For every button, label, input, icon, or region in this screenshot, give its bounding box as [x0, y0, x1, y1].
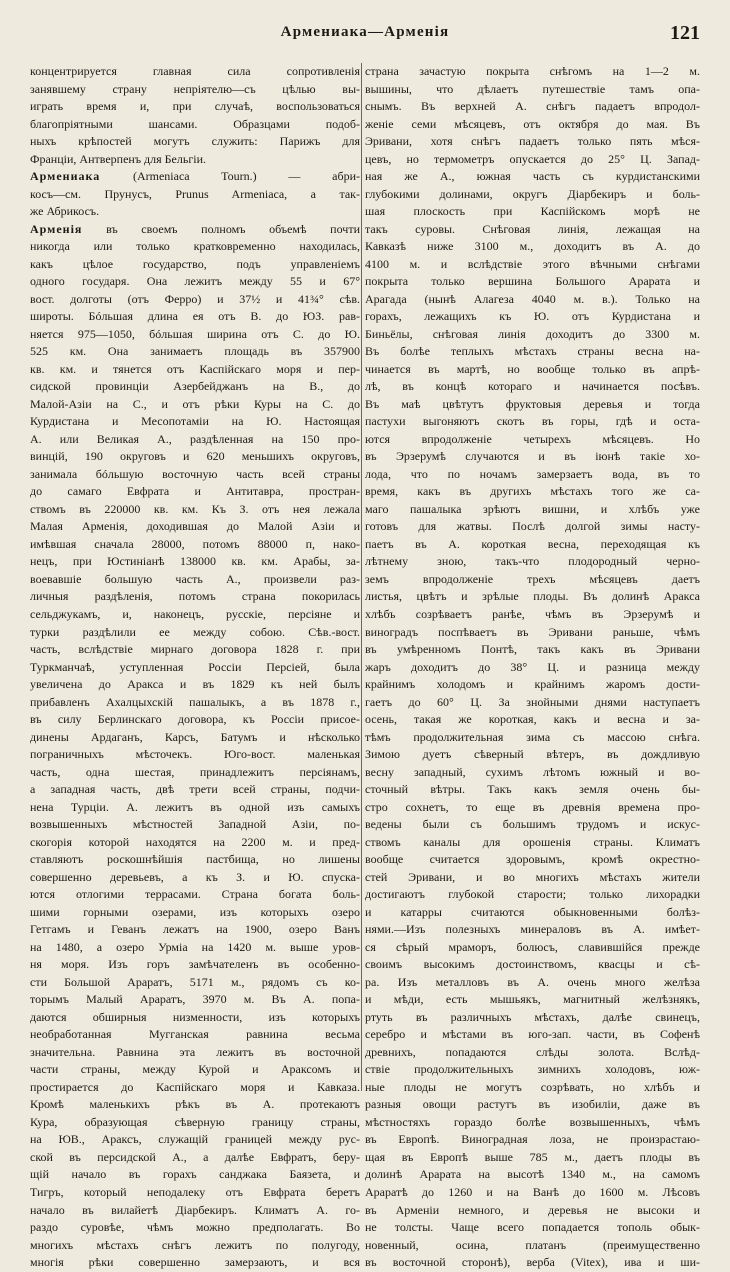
text-line: благопріятными шансами. Образцами подоб-: [30, 116, 360, 131]
text-line: сточный вѣтры. Такъ какъ земля очень бы-: [365, 782, 700, 797]
text-line: долинѣ Арарата на высотѣ 1340 м., на самомъ: [365, 1167, 700, 1182]
text-line: простирается до Каспійскаго моря и Кавказа.: [30, 1079, 360, 1094]
text-line: тѣмъ продолжительная зима съ массою снѣга.: [365, 729, 700, 744]
page-number: 121: [670, 22, 700, 44]
text-line: ставляютъ роскошнѣйшія пастбища, но лишены: [30, 852, 360, 867]
text-line: лода, что по ночамъ замерзаетъ вода, въ то: [365, 466, 700, 481]
text-line: Малая Арменія, доходившая до Малой Азіи и: [30, 519, 360, 534]
text-line: лѣ, въ концѣ котораго и начинается посѣвъ.: [365, 379, 700, 394]
text-line: ные плоды не могутъ созрѣвать, но хлѣбъ и: [365, 1079, 700, 1094]
text-line: шая плоскость при Каспійскомъ морѣ не: [365, 204, 700, 219]
text-line: концентрируется главная сила сопротивленія: [30, 64, 360, 78]
text-line: сидской провинціи Азербейджанъ на В., до: [30, 379, 360, 394]
text-line: ведены были съ большимъ трудомъ и искус-: [365, 817, 700, 832]
text-line: одного государя. Она лежитъ между 55 и 67°: [30, 274, 360, 289]
text-line: гаетъ до 60° Ц. За знойными днями наступаетъ: [365, 694, 700, 709]
text-line: нями.—Изъ полезныхъ минераловъ въ А. имѣет-: [365, 922, 700, 937]
text-line: хлѣбъ созрѣваетъ ранѣе, чѣмъ въ Эрзерумѣ и: [365, 606, 700, 621]
right-column: [365, 63, 700, 1270]
text-line: и мѣди, есть мышьякъ, магнитный желѣзнякъ,: [365, 992, 700, 1007]
text-line: часть, одна шестая, принадлежитъ персіянамъ,: [30, 764, 360, 779]
text-line: лѣтнему зною, такъ-что плодородный черно-: [365, 554, 700, 569]
entry-headword: Армениака: [30, 169, 133, 184]
text-line: пограничныхъ мѣсточекъ. Юго-вост. маленькая: [30, 747, 360, 762]
text-line: чинается въ мартѣ, но вообще только въ апрѣ-: [365, 361, 700, 376]
text-line: ня моря. Изъ горъ замѣчателенъ въ особенно-: [30, 957, 360, 972]
text-line: ются отлогими террасами. Страна богата боль-: [30, 887, 360, 902]
text-line: няется 975—1050, бóльшая ширина отъ С. до Ю.: [30, 326, 360, 341]
text-line: глубокими долинами, округъ Діарбекиръ и боль-: [365, 186, 700, 201]
text-line: Кромѣ маленькихъ рѣкъ въ А. протекаютъ: [30, 1097, 360, 1112]
text-line: А. или Великая А., раздѣленная на 150 про-: [30, 431, 360, 446]
text-line: необработанная Мугганская равнина весьма: [30, 1027, 360, 1042]
text-line: ная же А., южная часть съ курдистанскими: [365, 169, 700, 184]
text-line: турки раздѣлили ее между собою. Сѣв.-вост.: [30, 624, 360, 639]
text-line: Арагада (нынѣ Алагеза 4040 м. в.). Только на: [365, 291, 700, 306]
text-line: никогда или только кратковременно находилась,: [30, 239, 360, 254]
column-divider: [361, 63, 362, 1091]
text-line: прибавленъ Ахалцыхскій пашалыкъ, а въ 1878 г.,: [30, 694, 360, 709]
text-line: нецъ, при Юстиніанѣ 138000 кв. км. Арабы, за-: [30, 554, 360, 569]
text-line: ской въ персидской А., а далѣе Евфратъ, беру-: [30, 1149, 360, 1164]
text-line: въ восточной сторонѣ), верба (Vitex), ива и ши-: [365, 1255, 700, 1270]
text-line: динены Ардаганъ, Карсъ, Батумъ и нѣсколько: [30, 729, 360, 744]
text-line: Тигръ, который неподалеку отъ Евфрата беретъ: [30, 1185, 360, 1199]
text-line: даются обширныя низменности, изъ которыхъ: [30, 1009, 360, 1024]
text-line: Курдистана и Месопотаміи на Ю. Настоящая: [30, 414, 360, 429]
text-line: воевавшіе большую часть А., произвели раз-: [30, 571, 360, 586]
text-line: Въ болѣе теплыхъ мѣстахъ страны весна на-: [365, 344, 700, 359]
text-line: весну западный, сухимъ лѣтомъ южный и во-: [365, 764, 700, 779]
text-line: земъ впродолженіе трехъ мѣсяцевъ даетъ: [365, 571, 700, 586]
text-line: 4100 м. и вслѣдствіе этого вѣчными снѣгами: [365, 256, 700, 271]
text-line: и катарры считаются обыкновенными болѣз-: [365, 904, 700, 919]
text-line: цевъ, но термометръ опускается до 25° Ц. Запад-: [365, 151, 700, 166]
text-line: личныя раздѣленія, потомъ страна покорилась: [30, 589, 360, 604]
text-line: въ Арменіи немного, и деревья не высоки и: [365, 1202, 700, 1217]
text-line: ся сѣрый мраморъ, болюсъ, славившійся прежде: [365, 939, 700, 954]
text-line: новенный, осина, платанъ (преимущественно: [365, 1237, 700, 1252]
text-line: щій начало въ горахъ санджака Баязета, и: [30, 1167, 360, 1182]
text-line: жаръ доходитъ до 38° Ц. и разница между: [365, 659, 700, 674]
text-line: достигаютъ глубокой старости; только лихорадки: [365, 887, 700, 902]
text-line: стро сохнетъ, то еще въ древнія времена про-: [365, 799, 700, 814]
text-line: винцій, 190 округовъ и 620 меньшихъ округовъ,: [30, 449, 360, 464]
text-line: покрыта только вершина Большого Арарата и: [365, 274, 700, 289]
text-line: не толсты. Чаще всего попадается тополь обык-: [365, 1220, 700, 1235]
text-line: 525 км. Она занимаетъ площадь въ 357900: [30, 344, 360, 359]
text-line: страна зачастую покрыта снѣгомъ на 1—2 м.: [365, 64, 700, 78]
text-line: Арменія въ своемъ полномъ объемѣ почти: [30, 221, 360, 236]
text-line: раздо суровѣе, чѣмъ можно предполагать. Во: [30, 1220, 360, 1235]
text-line: Кавказѣ ниже 3100 м., доходитъ въ А. до: [365, 239, 700, 254]
text-line: до самаго Евфрата и Антитавра, простран-: [30, 484, 360, 499]
text-line: увеличена до Аракса и въ 1829 къ ней былъ: [30, 677, 360, 692]
text-line: же Абрикосъ.: [30, 204, 100, 219]
text-line: нена Турціи. А. лежитъ въ одной изъ самыхъ: [30, 799, 360, 814]
left-column: [30, 63, 361, 1270]
text-line: имѣвшая сначала 28000, потомъ 88000 п, нако-: [30, 536, 360, 551]
text-line: Зимою дуетъ сѣверный вѣтеръ, въ дождливую: [365, 747, 700, 762]
text-line: играть время и, при случаѣ, воспользоваться: [30, 99, 360, 114]
page-header: [0, 22, 730, 48]
text-line: въ Эрзерумѣ случаются и въ іюнѣ такіе хо-: [365, 449, 700, 464]
text-line: Кура, образующая сѣверную границу страны,: [30, 1114, 360, 1129]
text-line: серебро и мѣстами въ юго-зап. части, въ Софенѣ: [365, 1027, 700, 1042]
text-line: занимала бóльшую восточную часть всей страны: [30, 466, 360, 481]
text-line: время, какъ въ другихъ мѣстахъ того же са-: [365, 484, 700, 499]
text-line: совершенно деревьевъ, а къ З. и Ю. спуска-: [30, 869, 360, 884]
text-line: Армениака (Armeniaca Tourn.) — абри-: [30, 169, 361, 184]
text-line: косъ—см. Прунусъ, Prunus Armeniaca, а так-: [30, 186, 360, 201]
text-line: скогорія которой находятся на 2200 м. и пред-: [30, 834, 360, 849]
text-line: готовъ для жатвы. Послѣ долгой зимы насту-: [365, 519, 700, 534]
text-line: крайнимъ холодомъ и крайнимъ жаромъ дости-: [365, 677, 700, 692]
text-line: занявшему страну непріятелю—съ цѣлью вы-: [30, 81, 360, 96]
text-line: Эривани, хотя снѣгъ падаетъ только пять мѣся-: [365, 134, 700, 149]
text-line: въ умѣренномъ Понтѣ, такъ какъ въ Эривани: [365, 642, 700, 657]
text-line: листья, цвѣтъ и зрѣлые плоды. Въ долинѣ Аракса: [365, 589, 700, 604]
text-line: многія рѣки совершенно замерзаютъ, и вся: [30, 1255, 360, 1270]
text-line: сельджукамъ, и, наконецъ, русскіе, персіяне и: [30, 606, 360, 621]
text-line: женіе семи мѣсяцевъ, отъ октября до мая. Въ: [365, 116, 700, 131]
text-line: горахъ, лежащихъ къ Ю. отъ Курдистана и: [365, 309, 700, 324]
text-line: маго пашалыка зрѣютъ вишни, и хлѣбъ уже: [365, 501, 700, 516]
text-line: ра. Изъ металловъ въ А. очень много желѣза: [365, 974, 700, 989]
text-line: широты. Бóльшая длина ея отъ В. до ЮЗ. рав-: [30, 309, 360, 324]
text-line: древнихъ, попадаются слѣды золота. Вслѣд-: [365, 1044, 700, 1059]
text-line: своимъ высокимъ достоинствомъ, квасцы и сѣ-: [365, 957, 700, 972]
text-line: пастухи выгоняютъ скотъ въ горы, гдѣ и оста-: [365, 414, 700, 429]
text-line: вообще считается здоровымъ, кромѣ окрестно-: [365, 852, 700, 867]
text-line: ствіе продолжительныхъ зимнихъ холодовъ, юж-: [365, 1062, 700, 1077]
text-line: виноградъ поспѣваетъ въ Эривани раньше, чѣмъ: [365, 624, 700, 639]
text-line: вост. долготы (отъ Ферро) и 37½ и 41¾° сѣв.: [30, 291, 360, 306]
text-line: осень, такая же короткая, какъ и весна и за-: [365, 712, 700, 727]
text-line: сти Большой Араратъ, 5171 м., рядомъ съ ко-: [30, 974, 360, 989]
text-line: ются впродолженіе четырехъ мѣсяцевъ. Но: [365, 431, 700, 446]
text-line: начало въ вилайетѣ Діарбекиръ. Климатъ А. го-: [30, 1202, 360, 1217]
text-line: ствомъ каналы для орошенія страны. Климатъ: [365, 834, 700, 849]
text-line: Въ маѣ цвѣтутъ фруктовыя деревья и тогда: [365, 396, 700, 411]
text-line: ствомъ въ 220000 кв. км. Къ З. отъ нея лежала: [30, 501, 360, 516]
text-line: Малой-Азіи на С., и отъ рѣки Куры на С. до: [30, 396, 360, 411]
text-line: Гетгамъ и Геванъ лежатъ на 1900, озеро Ванъ: [30, 922, 360, 937]
text-line: въ силу Берлинскаго договора, къ Россіи присое-: [30, 712, 360, 727]
text-line: Франціи, Антверпенъ для Бельгіи.: [30, 151, 207, 166]
text-line: ртуть въ различныхъ мѣстахъ, далѣе свинецъ,: [365, 1009, 700, 1024]
text-line: Араратѣ до 1260 и на Ванѣ до 1600 м. Лѣсовъ: [365, 1185, 700, 1199]
text-line: вышины, что дѣлаетъ путешествіе тамъ опа-: [365, 81, 700, 96]
text-line: ныхъ крѣпостей могутъ служить: Парижъ для: [30, 134, 360, 149]
text-line: возвышенныхъ мѣстностей Западной Азіи, по-: [30, 817, 360, 832]
text-line: части страны, между Курой и Араксомъ и: [30, 1062, 360, 1077]
text-line: паетъ въ А. короткая весна, переходящая къ: [365, 536, 700, 551]
text-line: а западная часть, двѣ трети всей страны, подчи-: [30, 782, 360, 797]
text-line: такъ суровы. Снѣговая линія, лежащая на: [365, 221, 700, 236]
text-line: стей Эривани, и во многихъ мѣстахъ жители: [365, 869, 700, 884]
text-line: Биньёлы, снѣговая линія доходитъ до 3300 м.: [365, 326, 700, 341]
text-line: разныя овощи растутъ въ изобиліи, даже въ: [365, 1097, 700, 1112]
text-line: мѣстностяхъ гораздо болѣе возвышенныхъ, чѣмъ: [365, 1114, 700, 1129]
text-line: часть, вслѣдствіе мирнаго договора 1828 г. при: [30, 642, 360, 657]
text-line: какъ цѣлое государство, подъ управленіемъ: [30, 256, 360, 271]
text-line: торымъ Малый Араратъ, 3970 м. Въ А. попа-: [30, 992, 360, 1007]
text-line: Туркманчаѣ, уступленная Россіи Персіей, была: [30, 659, 360, 674]
text-line: шими горными озерами, изъ которыхъ озеро: [30, 904, 360, 919]
running-head: Армениака—Арменія: [280, 24, 450, 40]
text-line: кв. км. и тянется отъ Каспійскаго моря и пер-: [30, 361, 360, 376]
text-line: значительна. Равнина эта лежитъ въ восточной: [30, 1044, 360, 1059]
text-line: многихъ мѣстахъ снѣгъ лежитъ по полугоду,: [30, 1237, 360, 1252]
text-line: снымъ. Въ верхней А. снѣгъ падаетъ впродол-: [365, 99, 700, 114]
entry-headword: Арменія: [30, 221, 83, 236]
text-line: на 1480, а озеро Урміа на 1420 м. выше уров-: [30, 939, 360, 954]
text-line: щая въ Европѣ выше 785 м., даетъ плоды въ: [365, 1149, 700, 1164]
text-line: въ Европѣ. Виноградная лоза, не произрастаю-: [365, 1132, 700, 1147]
text-line: на ЮВ., Араксъ, служащій границей между рус-: [30, 1132, 360, 1147]
